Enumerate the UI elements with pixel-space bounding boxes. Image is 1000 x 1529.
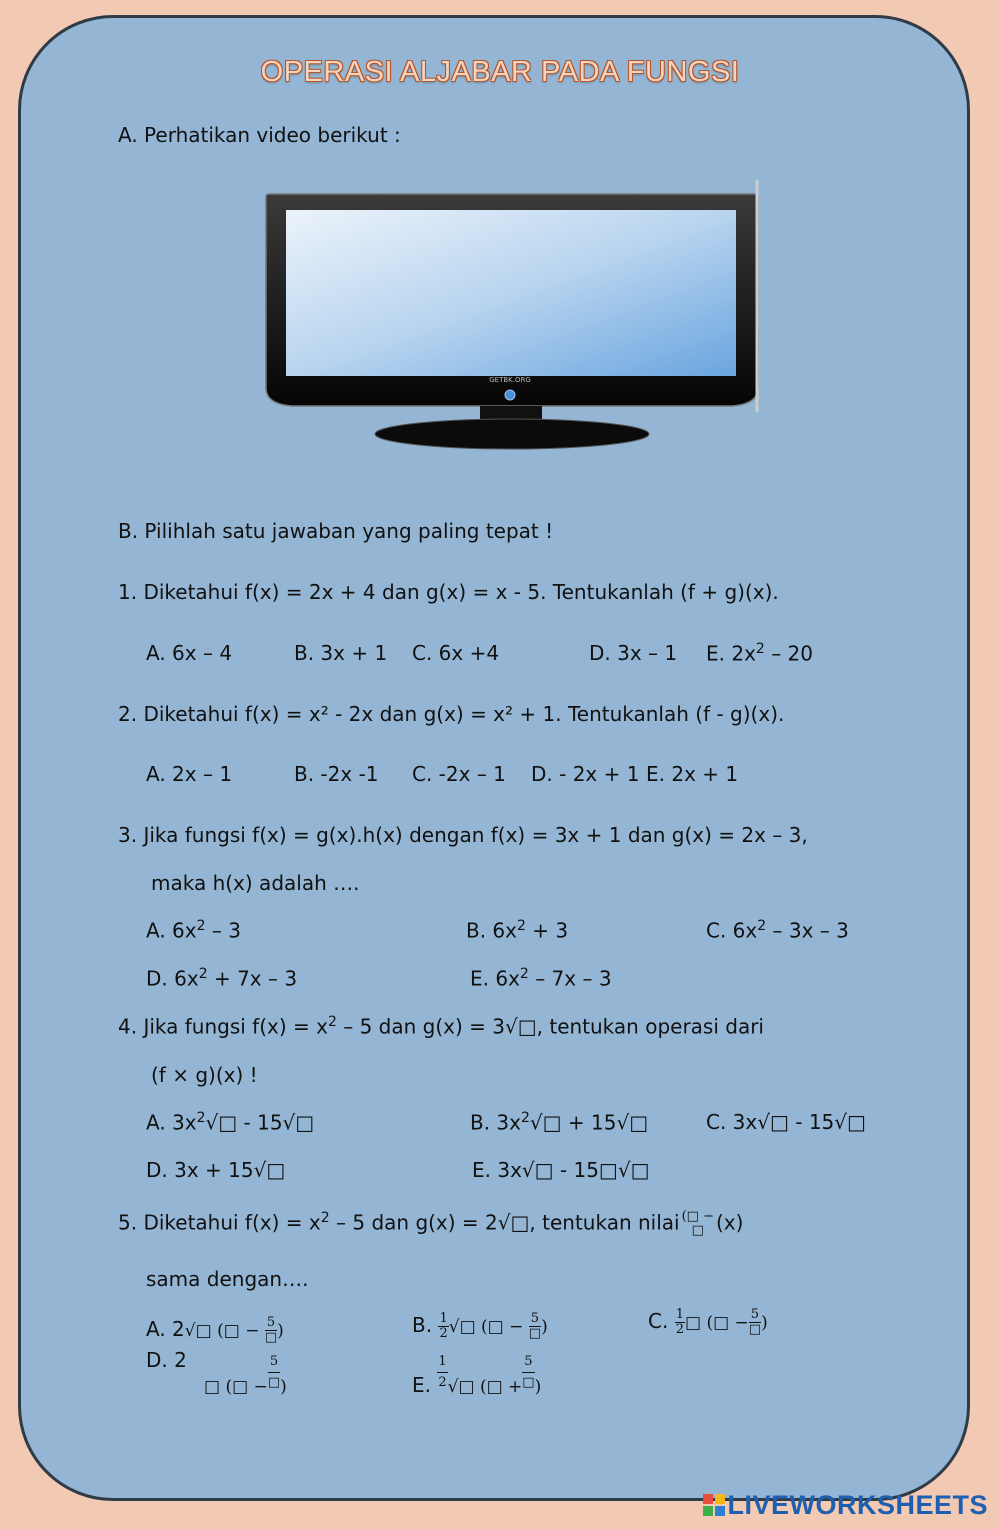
section-a-instruction: A. Perhatikan video berikut : (118, 123, 401, 147)
question-5-line-2: sama dengan…. (146, 1267, 309, 1291)
q1-option-d[interactable]: D. 3x – 1 (589, 641, 678, 665)
q2-option-b[interactable]: B. -2x -1 (294, 762, 379, 786)
question-5-line-1: 5. Diketahui $f(x) = x^2 - 5$ dan g(x) = 2√□, tentukan nilai (□ − □ (x) (118, 1209, 744, 1239)
liveworksheets-wordmark: LIVEWORKSHEETS (727, 1490, 988, 1520)
liveworksheets-logo-icon (703, 1494, 725, 1516)
tv-brand-label: GETBK.ORG (489, 376, 531, 384)
q5-option-a[interactable]: A. 2√□ (□ − $\frac{5}{□}$ ) (146, 1315, 284, 1345)
q4-option-c[interactable]: C. 3x√□ - 15√□ (706, 1110, 866, 1134)
q4-option-a[interactable]: A. $3x^2√□$ - 15√□ (146, 1110, 315, 1135)
q3-option-c[interactable]: C. $6x^2 - 3x - 3$ (706, 918, 849, 943)
q1-option-b[interactable]: B. 3x + 1 (294, 641, 388, 665)
question-1: 1. Diketahui f(x) = 2x + 4 dan g(x) = x - 5. Tentukanlah (f + g)(x). (118, 580, 779, 604)
q5-option-c[interactable]: C. $\frac{1}{2}$ □ (□ − $\frac{5}{□}$ ) (648, 1307, 768, 1337)
q4-option-d[interactable]: D. 3x + 15√□ (146, 1158, 286, 1182)
q3-option-e[interactable]: E. $6x^2 - 7x - 3$ (470, 966, 612, 991)
section-b-instruction: B. Pilihlah satu jawaban yang paling tepat ! (118, 519, 554, 543)
q5-option-e[interactable]: E. $\frac{1}{2}$ $_{√□ (□ +}$ $\frac{5}{□}$ $_)$ (412, 1354, 542, 1397)
page-title: OPERASI ALJABAR PADA FUNGSI (260, 56, 740, 88)
q1-option-c[interactable]: C. 6x +4 (412, 641, 500, 665)
question-2: 2. Diketahui f(x) = x² - 2x dan g(x) = x² + 1. Tentukanlah (f - g)(x). (118, 702, 785, 726)
video-player[interactable] (262, 178, 762, 453)
q3-option-b[interactable]: B. $6x^2 + 3$ (466, 918, 569, 943)
q3-option-a[interactable]: A. $6x^2 - 3$ (146, 918, 241, 943)
q2-option-a[interactable]: A. 2x – 1 (146, 762, 233, 786)
q2-option-e[interactable]: E. 2x + 1 (646, 762, 739, 786)
q5-fraction: (□ − □ (681, 1209, 714, 1239)
liveworksheets-footer[interactable] (703, 1490, 988, 1521)
q5-option-d-label[interactable]: D. 2 (146, 1348, 187, 1372)
question-3-line-1: 3. Jika fungsi f(x) = g(x).h(x) dengan f(x) = 3x + 1 dan g(x) = 2x – 3, (118, 823, 808, 847)
q3-option-d[interactable]: D. $6x^2 + 7x - 3$ (146, 966, 298, 991)
q5-option-d-expression[interactable]: $_{□ (□ -}$ $\frac{5}{□}$ $_)$ (204, 1354, 287, 1397)
q1-option-e[interactable]: E. $2x^2 - 20$ (706, 641, 814, 666)
q4-option-e[interactable]: E. 3x√□ - 15□√□ (472, 1158, 650, 1182)
q4-option-b[interactable]: B. $3x^2√□$ + 15√□ (470, 1110, 649, 1135)
q2-option-d[interactable]: D. - 2x + 1 (531, 762, 640, 786)
question-4-line-2: (f × g)(x) ! (151, 1063, 258, 1087)
q1-option-a[interactable]: A. 6x – 4 (146, 641, 233, 665)
question-4-line-1: 4. Jika fungsi $f(x) = x^2 - 5$ dan g(x) = 3√□, tentukan operasi dari (118, 1014, 764, 1039)
q5-option-b[interactable]: B. $\frac{1}{2}$ √□ (□ − $\frac{5}{□}$ ) (412, 1311, 548, 1341)
q2-option-c[interactable]: C. -2x – 1 (412, 762, 506, 786)
question-3-line-2: maka h(x) adalah …. (151, 871, 360, 895)
